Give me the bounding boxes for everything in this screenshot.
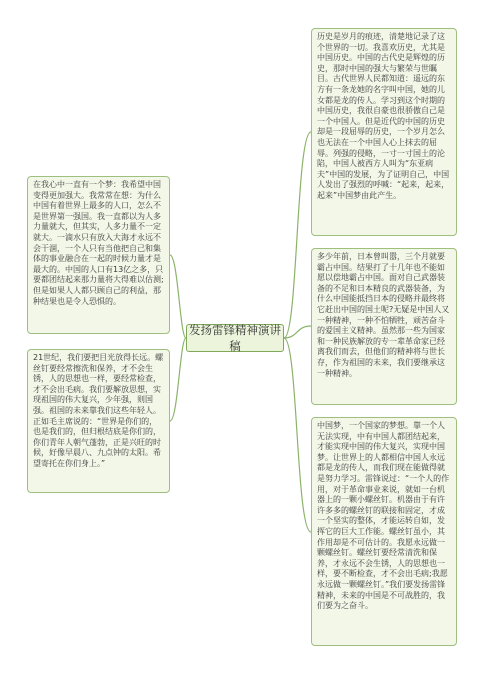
node-text: 中国梦，一个国家的梦想。靠一个人无法实现，中有中国人都团结起来，才能实现中国的伟大复兴，实现中国梦。让世界上的人都相信中国人永远都是龙的传人，而我们现在能做得就是努力学习。雷锋说过：“一个人的作用，对于革命事业来说，就如一台机器上的一颗小螺丝钉。机器由于有许许多多的螺丝钉的联接和固定，才成一个坚实的整体，才能运转自如，发挥它的巨大工作能。螺丝钉虽小，其作用却是不可估计的。我愿永远做一颗螺丝钉。螺丝钉要经常清洗和保养，才永远不会生锈，人的思想也一样，要不断检查，才不会出毛病;我愿永远做一颗螺丝钉。”我们要发扬雷锋精神，未来的中国是不可战胜的，我们要为之奋斗。 bbox=[317, 421, 450, 611]
node-text: 21世纪，我们要把目光放得长远。螺丝钉要经常擦洗和保养，才不会生锈，人的思想也一样，要经常检查，才不会出毛病。我们要解放思想，实现祖国的伟大复兴，少年强，则国强。祖国的未来靠我们这些年轻人。正如毛主席说的：“世界是你们的，也是我们的，但归根结底是你们的，你们青年人朝气蓬勃，正是兴旺的时候，好像早晨八、九点钟的太阳。希望寄托在你们身上。” bbox=[33, 353, 164, 468]
node-text: 历史是岁月的痕迹，清楚地记录了这个世界的一切。我喜欢历史，尤其是中国历史。中国的古代史是辉煌的历史，那时中国的强大与繁荣与世瞩目。古代世界人民都知道：遥远的东方有一条龙她的名字叫中国，她的儿女都是龙的传人。学习到这个时期的中国历史，我很自豪也很骄傲自己是一个中国人。但是近代的中国的历史却是一段屈辱的历史，一个岁月怎么也无法在一个中国人心上抹去的屈辱。列强的侵略，一寸一寸国土的沦陷，中国人被西方人叫为“东亚病夫”中国的发展，为了证明自己，中国人发出了强烈的呼喊：“起来，起来，起来”中国梦由此产生。 bbox=[317, 32, 450, 200]
link-root-left-top bbox=[170, 255, 186, 338]
root-topic[interactable] bbox=[186, 324, 284, 352]
topic-node-dream-strong-china[interactable] bbox=[27, 176, 170, 334]
topic-node-history[interactable] bbox=[311, 28, 457, 236]
link-root-left-bottom bbox=[170, 338, 186, 421]
link-root-right-3 bbox=[284, 338, 311, 532]
node-text: 多少年前，日本曾叫嚣，三个月就要霸占中国。结果打了十几年也不能如愿以偿地霸占中国。面对自己武器装备的不足和日本精良的武器装备，为什么中国能抵挡日本的侵略并最终将它赶出中国的国土呢?无疑是中国人又一种精神，一种不怕牺牲，顽苦奋斗的爱国主义精神。虽然那一些为国家和一种民族解放的专一辈革命家已经离我们而去，但他们的精神将与世长存，作为祖国的未来，我们要继承这一种精神。 bbox=[317, 252, 450, 378]
link-root-right-1 bbox=[284, 132, 311, 338]
topic-node-china-dream[interactable] bbox=[311, 417, 457, 646]
topic-node-21st-century[interactable] bbox=[27, 349, 170, 493]
node-text: 在我心中一直有一个梦：我希望中国变得更加强大。我常常在想：为什么中国有着世界上最多的人口，怎么不是世界第一强国。我一直都以为人多力量就大，但其实，人多力量不一定就大。一滴水只有放入大海才永远不会干涸，一个人只有当他把自己和集体的事业融合在一起的时候力量才是最大的。中国的人口有13亿之多，只要都团结起来那力量将大得难以估测;但是如果人人都只顾自己的利益，那种结果也是令人恐惧的。 bbox=[33, 180, 164, 306]
topic-node-patriotism[interactable] bbox=[311, 248, 457, 405]
root-title: 发扬雷锋精神演讲稿 bbox=[189, 323, 281, 353]
